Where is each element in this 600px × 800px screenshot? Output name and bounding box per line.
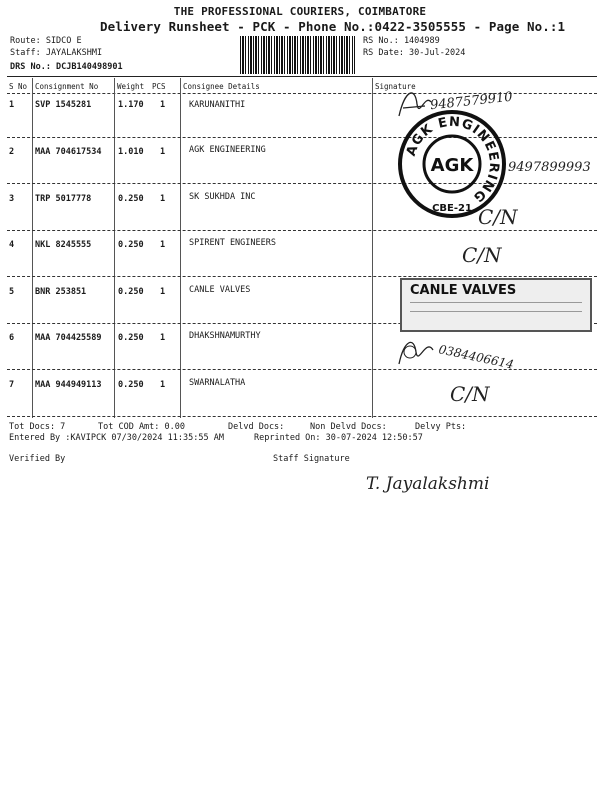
col-divider [32,78,33,418]
row-consignment: NKL 8245555 [35,240,92,250]
row-sno: 2 [9,147,15,157]
row-sno: 6 [9,333,15,343]
handwritten-cn-mark: C/N [478,205,518,229]
row-divider [7,137,597,138]
row-consignee: SWARNALATHA [189,378,246,388]
col-header-weight: Weight [117,82,145,91]
row-consignment: MAA 944949113 [35,380,102,390]
col-divider [114,78,115,418]
col-header-consignee: Consignee Details [183,82,260,91]
row-consignment: MAA 704425589 [35,333,102,343]
table-top-rule [7,76,597,77]
row-sno: 1 [9,100,15,110]
reprinted-on: Reprinted On: 30-07-2024 12:50:57 [254,433,423,443]
rs-date: RS Date: 30-Jul-2024 [363,48,466,58]
drs-number: DRS No.: DCJB140498901 [10,62,123,72]
row-weight: 0.250 [118,380,144,390]
row-consignee: SK SUKHDA INC [189,192,256,202]
handwritten-phone: 9497899993 [508,160,591,175]
verified-by-label: Verified By [9,454,66,464]
route-label: Route: SIDCO E [10,36,82,46]
signature-scribble [396,330,436,370]
stamp-ring-text: AGK ENGINEERING [403,114,502,206]
row-consignee: AGK ENGINEERING [189,145,266,155]
row-pcs: 1 [160,240,166,250]
row-pcs: 1 [160,287,166,297]
handwritten-cn-mark: C/N [462,243,502,267]
row-consignment: TRP 5017778 [35,194,92,204]
row-consignment: MAA 704617534 [35,147,102,157]
row-consignee: SPIRENT ENGINEERS [189,238,276,248]
table-bottom-rule [7,416,597,417]
handwritten-phone: 9487579910 [429,89,514,114]
entered-by: Entered By :KAVIPCK 07/30/2024 11:35:55 AM [9,433,224,443]
stamp-center-text: AGK [430,155,474,176]
row-divider [7,276,597,277]
col-divider [372,78,373,418]
col-header-sno: S No [9,82,28,91]
row-weight: 1.170 [118,100,144,110]
total-docs: Tot Docs: 7 [9,422,66,432]
row-consignee: DHAKSHNAMURTHY [189,331,261,341]
col-divider [180,78,181,418]
company-name: THE PROFESSIONAL COURIERS, COIMBATORE [173,5,427,18]
delivered-docs: Delvd Docs: [228,422,285,432]
row-sno: 4 [9,240,15,250]
row-pcs: 1 [160,100,166,110]
row-pcs: 1 [160,147,166,157]
row-sno: 3 [9,194,15,204]
row-divider [7,230,597,231]
row-consignment: SVP 1545281 [35,100,92,110]
canle-valves-stamp [400,278,592,332]
row-weight: 0.250 [118,240,144,250]
handwritten-cn-mark: C/N [450,382,490,406]
runsheet-title: Delivery Runsheet - PCK - Phone No.:0422-3505555 - Page No.:1 [100,19,566,34]
staff-signature-label: Staff Signature [273,454,350,464]
col-header-consignment: Consignment No [35,82,99,91]
row-sno: 5 [9,287,15,297]
row-consignee: CANLE VALVES [189,285,251,295]
handwritten-note: 0384406614 [437,342,515,372]
row-weight: 0.250 [118,333,144,343]
barcode [240,36,355,74]
row-pcs: 1 [160,333,166,343]
total-cod-amount: Tot COD Amt: 0.00 [98,422,185,432]
staff-label: Staff: JAYALAKSHMI [10,48,103,58]
row-pcs: 1 [160,380,166,390]
row-sno: 7 [9,380,15,390]
stamp-company-text: CANLE VALVES [410,283,517,298]
col-header-pcs: PCS [152,82,166,91]
row-weight: 0.250 [118,194,144,204]
col-header-signature: Signature [375,82,416,91]
row-weight: 1.010 [118,147,144,157]
agk-engineering-stamp [396,108,508,220]
rs-number: RS No.: 1404989 [363,36,440,46]
row-consignee: KARUNANITHI [189,100,246,110]
non-delivered-docs: Non Delvd Docs: [310,422,387,432]
row-divider [7,183,597,184]
staff-handwritten-signature: T. Jayalakshmi [366,474,490,494]
stamp-bottom-text: CBE-21 [432,203,472,214]
row-pcs: 1 [160,194,166,204]
delivery-points: Delvy Pts: [415,422,467,432]
row-weight: 0.250 [118,287,144,297]
row-consignment: BNR 253851 [35,287,87,297]
